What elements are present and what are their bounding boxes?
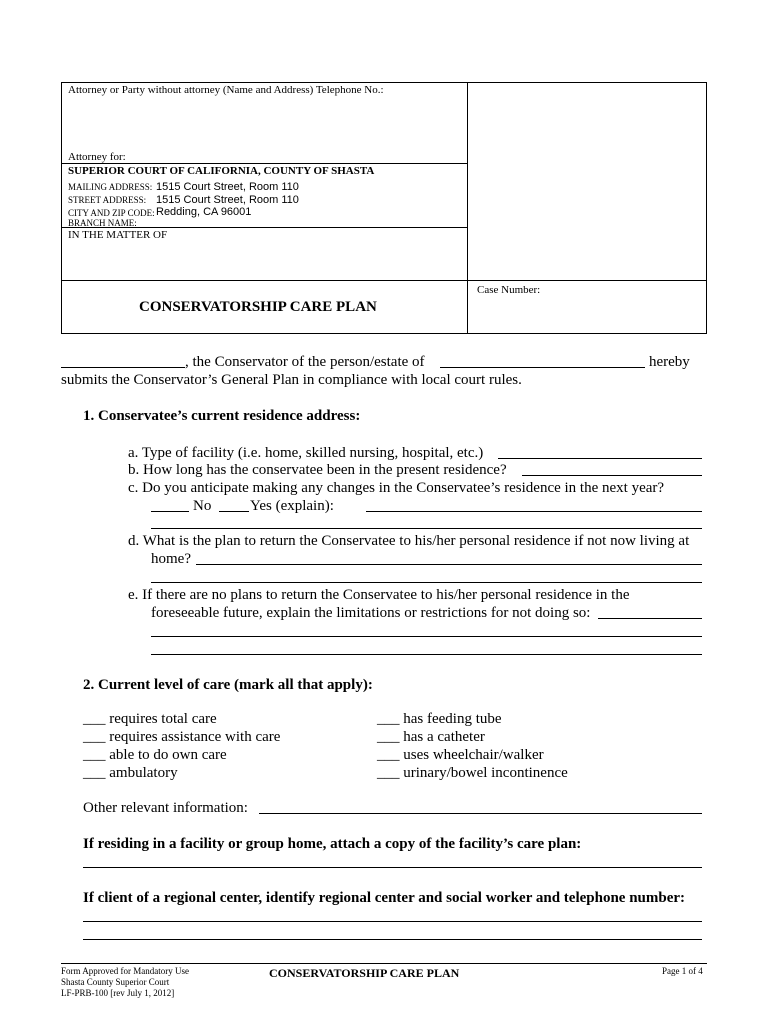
intro-line2: submits the Conservator’s General Plan in compliance with local court rules. [61,372,522,388]
street-address-label: STREET ADDRESS: [68,195,147,205]
item-d-line1: d. What is the plan to return the Conservatee to his/her personal residence if not now living at [128,533,690,549]
item-e-line1: e. If there are no plans to return the Conservatee to his/her personal residence in the [128,587,630,603]
care-option-right[interactable]: ___ urinary/bowel incontinence [377,765,568,781]
item-e-blank-2[interactable] [151,636,702,637]
facility-type-blank[interactable] [498,458,702,459]
regional-center-blank-1[interactable] [83,921,702,922]
form-title: CONSERVATORSHIP CARE PLAN [139,299,377,315]
item-a-label: a. Type of facility (i.e. home, skilled nursing, hospital, etc.) [128,445,484,461]
item-e-line2: foreseeable future, explain the limitations or restrictions for not doing so: [151,605,591,621]
footer-page-number: Page 1 of 4 [662,966,703,976]
item-d-blank-1[interactable] [196,564,702,565]
court-name: SUPERIOR COURT OF CALIFORNIA, COUNTY OF SHASTA [68,165,375,177]
city-zip-value: Redding, CA 96001 [156,206,252,218]
caption-divider-court [61,163,468,164]
footer-title: CONSERVATORSHIP CARE PLAN [269,966,460,980]
item-d-blank-2[interactable] [151,582,702,583]
yes-checkbox-blank[interactable] [219,511,249,512]
city-zip-label: CITY AND ZIP CODE: [68,208,155,218]
facility-care-plan-heading: If residing in a facility or group home, attach a copy of the facility’s care plan: [83,836,582,852]
care-option-right[interactable]: ___ has a catheter [377,729,485,745]
facility-care-plan-blank[interactable] [83,867,702,868]
footer-rule [61,963,707,964]
residence-duration-blank[interactable] [522,475,702,476]
regional-center-blank-2[interactable] [83,939,702,940]
care-option-left[interactable]: ___ requires assistance with care [83,729,281,745]
care-option-right[interactable]: ___ has feeding tube [377,711,502,727]
item-c-label: c. Do you anticipate making any changes in the Conservatee’s residence in the next year? [128,480,665,496]
no-checkbox-blank[interactable] [151,511,189,512]
item-b-label: b. How long has the conservatee been in the present residence? [128,462,507,478]
caption-divider-title [61,280,707,281]
item-d-line2: home? [151,551,191,567]
mailing-address-label: MAILING ADDRESS: [68,182,153,192]
item-e-blank-1[interactable] [598,618,702,619]
section1-heading: 1. Conservatee’s current residence address: [83,408,361,424]
item-e-blank-3[interactable] [151,654,702,655]
street-address-value: 1515 Court Street, Room 110 [156,194,299,206]
conservatee-name-blank[interactable] [440,367,645,368]
item-c-yes: Yes (explain): [250,498,334,514]
yes-explain-blank[interactable] [366,511,702,512]
case-number-label: Case Number: [477,284,541,296]
attorney-label: Attorney or Party without attorney (Name and Address) Telephone No.: [68,84,384,96]
regional-center-heading: If client of a regional center, identify regional center and social worker and telephone number: [83,890,686,906]
branch-name-label: BRANCH NAME: [68,218,137,228]
care-option-right[interactable]: ___ uses wheelchair/walker [377,747,544,763]
footer-form-approved: Form Approved for Mandatory Use [61,966,189,976]
care-option-left[interactable]: ___ ambulatory [83,765,178,781]
mailing-address-value: 1515 Court Street, Room 110 [156,181,299,193]
item-c-no: No [193,498,212,514]
intro-line1-part2: hereby [649,354,690,370]
other-info-blank[interactable] [259,813,702,814]
care-option-left[interactable]: ___ able to do own care [83,747,227,763]
attorney-for-label: Attorney for: [68,151,126,163]
footer-form-id: LF-PRB-100 [rev July 1, 2012] [61,988,175,998]
section2-heading: 2. Current level of care (mark all that apply): [83,677,373,693]
caption-vertical-divider [467,82,468,334]
item-c-extra-line[interactable] [151,528,702,529]
footer-court: Shasta County Superior Court [61,977,170,987]
conservator-name-blank[interactable] [61,367,185,368]
other-info-label: Other relevant information: [83,800,248,816]
intro-line1-part1: , the Conservator of the person/estate of [185,354,425,370]
care-option-left[interactable]: ___ requires total care [83,711,217,727]
matter-label: IN THE MATTER OF [68,229,168,241]
